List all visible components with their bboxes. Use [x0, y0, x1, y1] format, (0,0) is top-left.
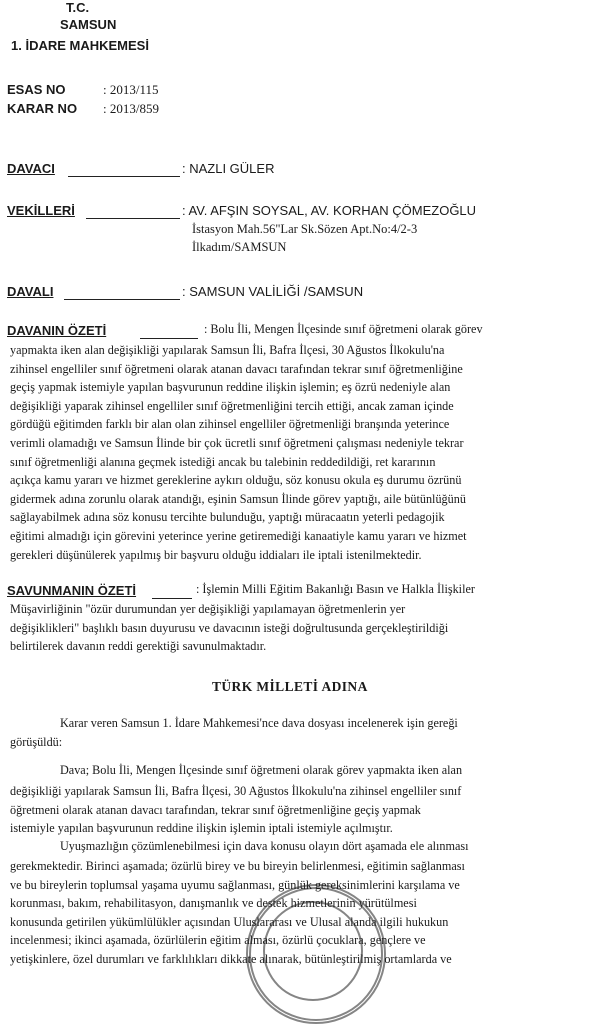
ozet-line-first: : Bolu İli, Mengen İlçesinde sınıf öğretmeni olarak görev	[204, 322, 483, 336]
ozet-line: sağlayabilmek adına söz konusu tercihte bulunduğu, yaptığı müracaatın yeterli pedagojik	[10, 510, 445, 525]
ozet-paragraph	[10, 341, 588, 564]
city-heading: SAMSUN	[60, 17, 117, 32]
savunma-line-first: : İşlemin Milli Eğitim Bakanlığı Basın ve Halkla İlişkiler	[196, 582, 475, 596]
ozet-line: gerekleri düşünülerek yapılmış bir başvuru olduğu iddiaları ile iptali istenilmektedir.	[10, 547, 422, 562]
official-stamp	[246, 884, 386, 1024]
esas-value: : 2013/115	[103, 82, 159, 97]
uyusmazlik-line: ve bu bireylerin toplumsal yaşama uyumu sağlanması, günlük gereksinimlerini karşılama ve	[10, 877, 460, 892]
esas-label: ESAS NO	[7, 82, 66, 97]
ozet-line: zihinsel engelliler sınıf öğretmeni olarak atanan davacı tarafından tekrar sınıf öğretmenliğine	[10, 361, 463, 376]
stamp-inner-ring	[263, 901, 363, 1001]
ozet-line: geçiş yapmak istemiyle yapılan başvurunun reddine ilişkin işlemin; eş özrü nedeniyle alan	[10, 380, 451, 395]
tc-heading: T.C.	[66, 0, 90, 15]
dava-paragraph	[10, 782, 588, 838]
dava-line: öğretmeni olarak atanan davacı tarafından, tekrar sınıf öğretmenliğine geçiş yapmak	[10, 802, 421, 817]
karar-line-first: Karar veren Samsun 1. İdare Mahkemesi'nce dava dosyası incelenerek işin gereği	[60, 716, 458, 730]
savunma-line: değişiklikleri" başlıklı basın duyurusu ve davacının isteği doğrultusunda gerçekleştirildiği	[10, 620, 449, 635]
davali-underline	[64, 299, 180, 300]
ozet-line: gördüğü eğitimden farklı bir alan olan zihinsel engelliler öğretmenliği branşında yeterince	[10, 417, 450, 432]
ozet-line: sınıf öğretmenliği alanına geçmek istediği ancak bu talebinin reddedildiği, ret kararının	[10, 454, 436, 469]
davaci-value: : NAZLI GÜLER	[182, 161, 275, 176]
uyusmazlik-line: korunması, bakım, rehabilitasyon, danışmanlık ve destek hizmetlerinin yürütülmesi	[10, 896, 417, 911]
uyusmazlik-line: gerekmektedir. Birinci aşamada; özürlü birey ve bu bireyin belirlenmesi, eğitimin sağlanması	[10, 859, 465, 873]
dava-line: istemiyle yapılan başvurunun reddine ilişkin işlemin iptali istemiyle açılmıştır.	[10, 821, 393, 836]
savunma-line: Müşavirliğinin "özür durumundan yer değişikliği yapılamayan öğretmenlerin yer	[10, 602, 406, 616]
dava-line-first: Dava; Bolu İli, Mengen İlçesinde sınıf öğretmeni olarak görev yapmakta iken alan	[60, 763, 463, 777]
karar-value: : 2013/859	[103, 101, 159, 116]
ozet-line: açıkça kamu yararı ve hizmet gereklerine aykırı olduğu, söz konusu okula eş durumu özrünü	[10, 473, 462, 488]
ozet-line: gidermek adına zorunlu olarak atandığı, eşinin Samsun İlinde görev yaptığı, aile bütünlüğünü	[10, 491, 466, 506]
turk-milleti-heading: TÜRK MİLLETİ ADINA	[212, 679, 368, 694]
vekilleri-label: VEKİLLERİ	[7, 203, 75, 218]
court-name: 1. İDARE MAHKEMESİ	[11, 38, 149, 53]
address-line-2: İlkadım/SAMSUN	[192, 240, 287, 254]
savunma-label: SAVUNMANIN ÖZETİ	[7, 583, 137, 598]
karar-label: KARAR NO	[7, 101, 78, 116]
uyusmazlik-line-first: Uyuşmazlığın çözümlenebilmesi için dava konusu olayın dört aşamada ele alınması	[60, 839, 469, 853]
address-line-1: İstasyon Mah.56"Lar Sk.Sözen Apt.No:4/2-3	[192, 222, 418, 236]
karar-line-second: görüşüldü:	[10, 735, 63, 749]
savunma-line: belirtilerek davanın reddi gerektiği savunulmaktadır.	[10, 639, 267, 654]
davali-label: DAVALI	[7, 284, 54, 299]
savunma-paragraph	[10, 600, 588, 656]
uyusmazlik-line: konusunda getirilen yükümlülükler açısından Uluslararası ve Ulusal alanda ilgili hukukun	[10, 914, 449, 929]
davaci-underline	[68, 176, 180, 177]
ozet-line: yapmakta iken alan değişikliği yapılarak Samsun İli, Bafra İlçesi, 30 Ağustos İlkokulu'na	[10, 343, 445, 357]
dava-line: değişikliği yapılarak Samsun İli, Bafra İlçesi, 30 Ağustos İlkokulu'na zihinsel engelliler sınıf	[10, 784, 462, 798]
davali-value: : SAMSUN VALİLİĞİ /SAMSUN	[182, 284, 364, 299]
ozet-label: DAVANIN ÖZETİ	[7, 323, 107, 338]
uyusmazlik-line: incelenmesi; ikinci aşamada, özürlülerin eğitim alması, özürlü çocuklara, gençlere ve	[10, 933, 426, 948]
uyusmazlik-line: yetişkinlere, özel durumları ve farklılıkları dikkate alınarak, bütünleştirilmiş ortamlarda ve	[10, 951, 452, 966]
davaci-label: DAVACI	[7, 161, 55, 176]
ozet-underline	[140, 338, 198, 339]
vekilleri-value: : AV. AFŞIN SOYSAL, AV. KORHAN ÇÖMEZOĞLU	[182, 203, 477, 218]
savunma-underline	[152, 598, 192, 599]
ozet-line: değişikliği yaparak zihinsel engelliler sınıf öğretmenliğini tercih ettiği, ancak zaman içinde	[10, 398, 454, 413]
ozet-line: eğitimi almadığı için görevini yeterince yerine getiremediği kanaatiyle kamu yararı ve hizmet	[10, 528, 467, 543]
vekilleri-underline	[86, 218, 180, 219]
ozet-line: verimli olamadığı ve Samsun İlinde bir çok ücretli sınıf öğretmeni çalışması nedeniyle tekrar	[10, 435, 464, 450]
